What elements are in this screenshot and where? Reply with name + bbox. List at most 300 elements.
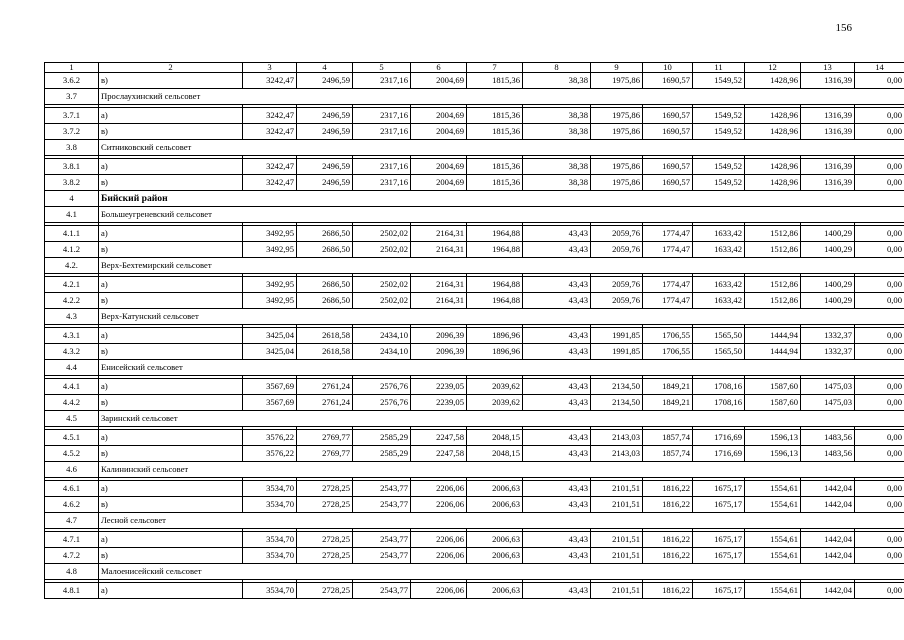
value-cell: 2096,39 (411, 328, 467, 344)
section-title: Бийский район (99, 191, 904, 207)
row-label: а) (99, 430, 243, 446)
table-row (45, 226, 904, 242)
value-cell: 1706,55 (643, 328, 693, 344)
section-row (45, 191, 904, 207)
value-cell: 1816,22 (643, 583, 693, 599)
value-cell: 1442,04 (801, 497, 855, 513)
value-cell: 3567,69 (243, 395, 297, 411)
row-code: 4.1.2 (45, 242, 99, 258)
value-cell: 1774,47 (643, 226, 693, 242)
value-cell: 2502,02 (353, 277, 411, 293)
value-cell: 3242,47 (243, 73, 297, 89)
value-cell: 2728,25 (297, 497, 353, 513)
value-cell: 1815,36 (467, 124, 523, 140)
value-cell: 2059,76 (591, 293, 643, 309)
value-cell: 2247,58 (411, 446, 467, 462)
value-cell: 1857,74 (643, 430, 693, 446)
value-cell: 1444,94 (745, 328, 801, 344)
value-cell: 2164,31 (411, 293, 467, 309)
value-cell: 38,38 (523, 73, 591, 89)
value-cell: 1442,04 (801, 532, 855, 548)
value-cell: 0,00 (855, 548, 904, 564)
value-cell: 3534,70 (243, 548, 297, 564)
row-label: в) (99, 395, 243, 411)
value-cell: 3242,47 (243, 108, 297, 124)
value-cell: 3492,95 (243, 277, 297, 293)
section-code: 4.2. (45, 258, 99, 274)
page-number: 156 (835, 22, 852, 34)
section-code: 4.1 (45, 207, 99, 223)
row-code: 4.8.1 (45, 583, 99, 599)
value-cell: 3567,69 (243, 379, 297, 395)
value-cell: 2434,10 (353, 344, 411, 360)
column-number: 4 (297, 63, 353, 73)
value-cell: 2728,25 (297, 481, 353, 497)
value-cell: 2048,15 (467, 446, 523, 462)
value-cell: 1512,86 (745, 277, 801, 293)
value-cell: 2006,63 (467, 481, 523, 497)
value-cell: 2134,50 (591, 395, 643, 411)
section-code: 3.8 (45, 140, 99, 156)
table-row (45, 344, 904, 360)
value-cell: 0,00 (855, 277, 904, 293)
value-cell: 43,43 (523, 293, 591, 309)
value-cell: 1849,21 (643, 379, 693, 395)
section-title: Ситниковский сельсовет (99, 140, 904, 156)
value-cell: 1675,17 (693, 497, 745, 513)
row-label: в) (99, 73, 243, 89)
value-cell: 0,00 (855, 583, 904, 599)
value-cell: 2769,77 (297, 446, 353, 462)
value-cell: 3425,04 (243, 328, 297, 344)
row-code: 4.7.2 (45, 548, 99, 564)
value-cell: 1554,61 (745, 548, 801, 564)
table-row (45, 379, 904, 395)
value-cell: 1633,42 (693, 226, 745, 242)
value-cell: 1690,57 (643, 124, 693, 140)
value-cell: 2059,76 (591, 242, 643, 258)
value-cell: 43,43 (523, 532, 591, 548)
table-row (45, 497, 904, 513)
row-label: а) (99, 328, 243, 344)
value-cell: 1512,86 (745, 226, 801, 242)
value-cell: 1690,57 (643, 175, 693, 191)
row-label: в) (99, 497, 243, 513)
section-title: Большеугреневский сельсовет (99, 207, 904, 223)
value-cell: 43,43 (523, 583, 591, 599)
value-cell: 1554,61 (745, 481, 801, 497)
row-code: 3.8.1 (45, 159, 99, 175)
value-cell: 1332,37 (801, 328, 855, 344)
value-cell: 1708,16 (693, 379, 745, 395)
value-cell: 43,43 (523, 242, 591, 258)
value-cell: 3242,47 (243, 124, 297, 140)
value-cell: 0,00 (855, 430, 904, 446)
row-label: а) (99, 532, 243, 548)
value-cell: 1316,39 (801, 108, 855, 124)
value-cell: 1964,88 (467, 242, 523, 258)
value-cell: 1857,74 (643, 446, 693, 462)
section-row (45, 207, 904, 223)
value-cell: 2239,05 (411, 395, 467, 411)
row-code: 4.5.2 (45, 446, 99, 462)
value-cell: 1428,96 (745, 159, 801, 175)
table-row (45, 430, 904, 446)
value-cell: 1774,47 (643, 242, 693, 258)
value-cell: 2004,69 (411, 73, 467, 89)
value-cell: 1774,47 (643, 293, 693, 309)
value-cell: 1444,94 (745, 344, 801, 360)
value-cell: 43,43 (523, 226, 591, 242)
value-cell: 2496,59 (297, 175, 353, 191)
row-label: а) (99, 481, 243, 497)
section-row (45, 462, 904, 478)
value-cell: 2096,39 (411, 344, 467, 360)
value-cell: 43,43 (523, 344, 591, 360)
value-cell: 1964,88 (467, 293, 523, 309)
section-title: Верх-Бехтемирский сельсовет (99, 258, 904, 274)
section-title: Заринский сельсовет (99, 411, 904, 427)
value-cell: 2317,16 (353, 124, 411, 140)
value-cell: 3242,47 (243, 159, 297, 175)
value-cell: 2101,51 (591, 481, 643, 497)
row-code: 4.1.1 (45, 226, 99, 242)
value-cell: 1316,39 (801, 73, 855, 89)
column-number: 10 (643, 63, 693, 73)
row-code: 4.6.2 (45, 497, 99, 513)
value-cell: 2543,77 (353, 583, 411, 599)
row-code: 3.8.2 (45, 175, 99, 191)
value-cell: 0,00 (855, 124, 904, 140)
row-code: 3.7.1 (45, 108, 99, 124)
value-cell: 0,00 (855, 379, 904, 395)
value-cell: 2502,02 (353, 242, 411, 258)
section-row (45, 258, 904, 274)
row-code: 4.4.1 (45, 379, 99, 395)
value-cell: 1549,52 (693, 108, 745, 124)
value-cell: 2502,02 (353, 293, 411, 309)
row-label: а) (99, 159, 243, 175)
value-cell: 2317,16 (353, 108, 411, 124)
value-cell: 1316,39 (801, 175, 855, 191)
value-cell: 1849,21 (643, 395, 693, 411)
section-title: Лесной сельсовет (99, 513, 904, 529)
value-cell: 2496,59 (297, 73, 353, 89)
value-cell: 38,38 (523, 124, 591, 140)
value-cell: 1316,39 (801, 124, 855, 140)
value-cell: 0,00 (855, 446, 904, 462)
row-label: в) (99, 124, 243, 140)
value-cell: 1675,17 (693, 532, 745, 548)
value-cell: 43,43 (523, 430, 591, 446)
value-cell: 2239,05 (411, 379, 467, 395)
column-number: 5 (353, 63, 411, 73)
value-cell: 2686,50 (297, 277, 353, 293)
value-cell: 2576,76 (353, 379, 411, 395)
section-code: 4.7 (45, 513, 99, 529)
value-cell: 1549,52 (693, 73, 745, 89)
value-cell: 1675,17 (693, 583, 745, 599)
value-cell: 1975,86 (591, 175, 643, 191)
section-code: 4.3 (45, 309, 99, 325)
table-row (45, 548, 904, 564)
value-cell: 38,38 (523, 159, 591, 175)
table-row (45, 277, 904, 293)
value-cell: 1400,29 (801, 277, 855, 293)
section-title: Енисейский сельсовет (99, 360, 904, 376)
value-cell: 43,43 (523, 497, 591, 513)
row-code: 4.6.1 (45, 481, 99, 497)
value-cell: 2143,03 (591, 430, 643, 446)
value-cell: 1690,57 (643, 108, 693, 124)
value-cell: 2164,31 (411, 226, 467, 242)
value-cell: 2585,29 (353, 446, 411, 462)
section-row (45, 564, 904, 580)
value-cell: 2006,63 (467, 532, 523, 548)
value-cell: 0,00 (855, 481, 904, 497)
value-cell: 2164,31 (411, 277, 467, 293)
value-cell: 0,00 (855, 242, 904, 258)
value-cell: 0,00 (855, 395, 904, 411)
section-title: Калининский сельсовет (99, 462, 904, 478)
value-cell: 2543,77 (353, 481, 411, 497)
value-cell: 1816,22 (643, 532, 693, 548)
value-cell: 1975,86 (591, 124, 643, 140)
value-cell: 38,38 (523, 175, 591, 191)
value-cell: 2543,77 (353, 532, 411, 548)
section-code: 4 (45, 191, 99, 207)
value-cell: 1549,52 (693, 175, 745, 191)
row-code: 4.4.2 (45, 395, 99, 411)
column-number: 2 (99, 63, 243, 73)
value-cell: 1554,61 (745, 532, 801, 548)
value-cell: 0,00 (855, 73, 904, 89)
value-cell: 43,43 (523, 328, 591, 344)
value-cell: 2247,58 (411, 430, 467, 446)
value-cell: 2576,76 (353, 395, 411, 411)
value-cell: 2101,51 (591, 583, 643, 599)
row-code: 4.3.1 (45, 328, 99, 344)
table-row (45, 108, 904, 124)
value-cell: 2543,77 (353, 548, 411, 564)
value-cell: 1428,96 (745, 73, 801, 89)
table-body (45, 63, 904, 599)
value-cell: 1512,86 (745, 242, 801, 258)
value-cell: 1442,04 (801, 481, 855, 497)
value-cell: 2496,59 (297, 108, 353, 124)
column-number: 1 (45, 63, 99, 73)
value-cell: 43,43 (523, 481, 591, 497)
value-cell: 1554,61 (745, 583, 801, 599)
value-cell: 3534,70 (243, 481, 297, 497)
value-cell: 2004,69 (411, 159, 467, 175)
value-cell: 3492,95 (243, 242, 297, 258)
section-row (45, 309, 904, 325)
value-cell: 0,00 (855, 497, 904, 513)
row-label: а) (99, 108, 243, 124)
column-number: 6 (411, 63, 467, 73)
value-cell: 2039,62 (467, 395, 523, 411)
value-cell: 1596,13 (745, 430, 801, 446)
value-cell: 1975,86 (591, 73, 643, 89)
table-row (45, 73, 904, 89)
value-cell: 2496,59 (297, 159, 353, 175)
value-cell: 2206,06 (411, 497, 467, 513)
value-cell: 2004,69 (411, 175, 467, 191)
value-cell: 1596,13 (745, 446, 801, 462)
section-code: 4.8 (45, 564, 99, 580)
value-cell: 2728,25 (297, 548, 353, 564)
value-cell: 3242,47 (243, 175, 297, 191)
value-cell: 1964,88 (467, 226, 523, 242)
value-cell: 43,43 (523, 395, 591, 411)
value-cell: 2206,06 (411, 481, 467, 497)
value-cell: 3425,04 (243, 344, 297, 360)
value-cell: 2101,51 (591, 548, 643, 564)
row-code: 4.5.1 (45, 430, 99, 446)
value-cell: 2206,06 (411, 548, 467, 564)
table-row (45, 328, 904, 344)
value-cell: 2006,63 (467, 583, 523, 599)
section-code: 4.6 (45, 462, 99, 478)
section-title: Малоенисейский сельсовет (99, 564, 904, 580)
column-number: 7 (467, 63, 523, 73)
table-row (45, 175, 904, 191)
value-cell: 1816,22 (643, 481, 693, 497)
value-cell: 3576,22 (243, 446, 297, 462)
value-cell: 2039,62 (467, 379, 523, 395)
value-cell: 3534,70 (243, 583, 297, 599)
column-number: 14 (855, 63, 904, 73)
value-cell: 1815,36 (467, 175, 523, 191)
value-cell: 2006,63 (467, 497, 523, 513)
row-label: в) (99, 548, 243, 564)
table-row (45, 395, 904, 411)
value-cell: 2496,59 (297, 124, 353, 140)
value-cell: 1483,56 (801, 446, 855, 462)
value-cell: 1633,42 (693, 242, 745, 258)
value-cell: 1400,29 (801, 293, 855, 309)
value-cell: 2769,77 (297, 430, 353, 446)
value-cell: 1716,69 (693, 430, 745, 446)
value-cell: 2143,03 (591, 446, 643, 462)
value-cell: 1442,04 (801, 548, 855, 564)
row-code: 3.7.2 (45, 124, 99, 140)
row-code: 4.7.1 (45, 532, 99, 548)
value-cell: 0,00 (855, 175, 904, 191)
row-code: 4.2.2 (45, 293, 99, 309)
value-cell: 1815,36 (467, 159, 523, 175)
value-cell: 1483,56 (801, 430, 855, 446)
value-cell: 2101,51 (591, 497, 643, 513)
value-cell: 1991,85 (591, 328, 643, 344)
value-cell: 3534,70 (243, 497, 297, 513)
value-cell: 1816,22 (643, 548, 693, 564)
value-cell: 1896,96 (467, 328, 523, 344)
value-cell: 2004,69 (411, 124, 467, 140)
value-cell: 1975,86 (591, 108, 643, 124)
column-number: 11 (693, 63, 745, 73)
column-number: 9 (591, 63, 643, 73)
value-cell: 43,43 (523, 277, 591, 293)
table-row (45, 583, 904, 599)
value-cell: 1587,60 (745, 379, 801, 395)
row-code: 4.2.1 (45, 277, 99, 293)
value-cell: 1565,50 (693, 328, 745, 344)
value-cell: 1815,36 (467, 73, 523, 89)
value-cell: 2434,10 (353, 328, 411, 344)
value-cell: 1675,17 (693, 481, 745, 497)
column-number: 8 (523, 63, 591, 73)
value-cell: 2004,69 (411, 108, 467, 124)
value-cell: 38,38 (523, 108, 591, 124)
value-cell: 1815,36 (467, 108, 523, 124)
value-cell: 1706,55 (643, 344, 693, 360)
value-cell: 3492,95 (243, 226, 297, 242)
value-cell: 1690,57 (643, 159, 693, 175)
value-cell: 2585,29 (353, 430, 411, 446)
row-label: в) (99, 344, 243, 360)
value-cell: 1554,61 (745, 497, 801, 513)
value-cell: 0,00 (855, 293, 904, 309)
column-number: 3 (243, 63, 297, 73)
table-row (45, 124, 904, 140)
value-cell: 1428,96 (745, 124, 801, 140)
value-cell: 3492,95 (243, 293, 297, 309)
value-cell: 2543,77 (353, 497, 411, 513)
column-number-row (45, 63, 904, 73)
value-cell: 1587,60 (745, 395, 801, 411)
row-label: а) (99, 583, 243, 599)
value-cell: 2048,15 (467, 430, 523, 446)
value-cell: 2761,24 (297, 395, 353, 411)
row-code: 4.3.2 (45, 344, 99, 360)
value-cell: 1549,52 (693, 124, 745, 140)
value-cell: 1975,86 (591, 159, 643, 175)
value-cell: 1400,29 (801, 242, 855, 258)
row-label: в) (99, 446, 243, 462)
table-row (45, 532, 904, 548)
section-row (45, 513, 904, 529)
value-cell: 2728,25 (297, 532, 353, 548)
value-cell: 1565,50 (693, 344, 745, 360)
value-cell: 2686,50 (297, 242, 353, 258)
value-cell: 2164,31 (411, 242, 467, 258)
value-cell: 2134,50 (591, 379, 643, 395)
value-cell: 0,00 (855, 159, 904, 175)
table-row (45, 446, 904, 462)
row-label: а) (99, 226, 243, 242)
value-cell: 2317,16 (353, 175, 411, 191)
value-cell: 2618,58 (297, 344, 353, 360)
value-cell: 1716,69 (693, 446, 745, 462)
value-cell: 1964,88 (467, 277, 523, 293)
value-cell: 2101,51 (591, 532, 643, 548)
value-cell: 2618,58 (297, 328, 353, 344)
value-cell: 2317,16 (353, 159, 411, 175)
section-code: 3.7 (45, 89, 99, 105)
tariff-table (44, 62, 904, 599)
value-cell: 2686,50 (297, 293, 353, 309)
value-cell: 3576,22 (243, 430, 297, 446)
value-cell: 0,00 (855, 226, 904, 242)
value-cell: 1816,22 (643, 497, 693, 513)
value-cell: 1316,39 (801, 159, 855, 175)
value-cell: 1896,96 (467, 344, 523, 360)
column-number: 13 (801, 63, 855, 73)
value-cell: 2206,06 (411, 532, 467, 548)
row-label: а) (99, 379, 243, 395)
